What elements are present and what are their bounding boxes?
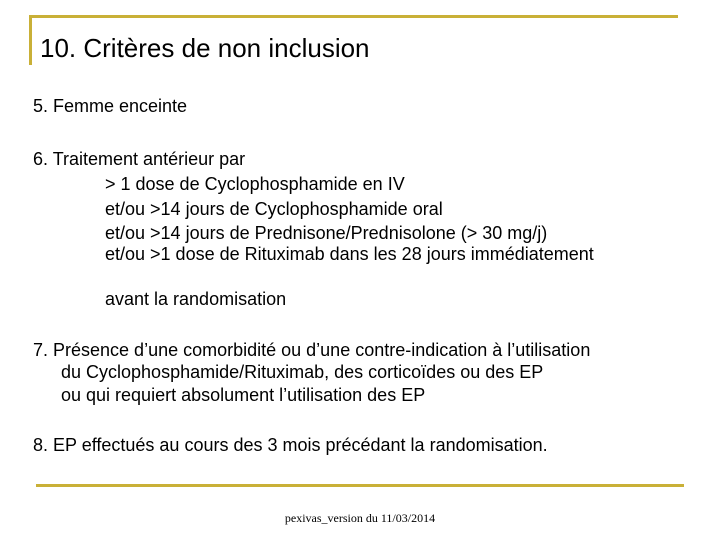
footer-accent-rule — [36, 484, 684, 487]
slide-title: 10. Critères de non inclusion — [40, 33, 370, 63]
criterion-6-line: et/ou >14 jours de Cyclophosphamide oral — [105, 199, 443, 219]
criterion-6-heading: 6. Traitement antérieur par — [33, 149, 246, 169]
criterion-6-line: et/ou >14 jours de Prednisone/Prednisolone (> 30 mg/j) — [105, 223, 548, 243]
criterion-7-line: du Cyclophosphamide/Rituximab, des corticoïdes ou des EP — [61, 362, 544, 382]
criterion-8: 8. EP effectués au cours des 3 mois précédant la randomisation. — [33, 435, 548, 455]
criterion-6-line: et/ou >1 dose de Rituximab dans les 28 jours immédiatement — [105, 244, 594, 264]
footer-version-text: pexivas_version du 11/03/2014 — [284, 511, 436, 525]
criterion-7-line: ou qui requiert absolument l’utilisation des EP — [61, 385, 426, 405]
criterion-7-line: 7. Présence d’une comorbidité ou d’une contre-indication à l’utilisation — [33, 340, 591, 360]
criterion-6-line: > 1 dose de Cyclophosphamide en IV — [105, 174, 405, 194]
title-accent-rule-horizontal — [29, 15, 678, 18]
title-accent-rule-vertical — [29, 15, 32, 65]
criterion-6-line: avant la randomisation — [105, 289, 287, 309]
criterion-5: 5. Femme enceinte — [33, 96, 188, 116]
